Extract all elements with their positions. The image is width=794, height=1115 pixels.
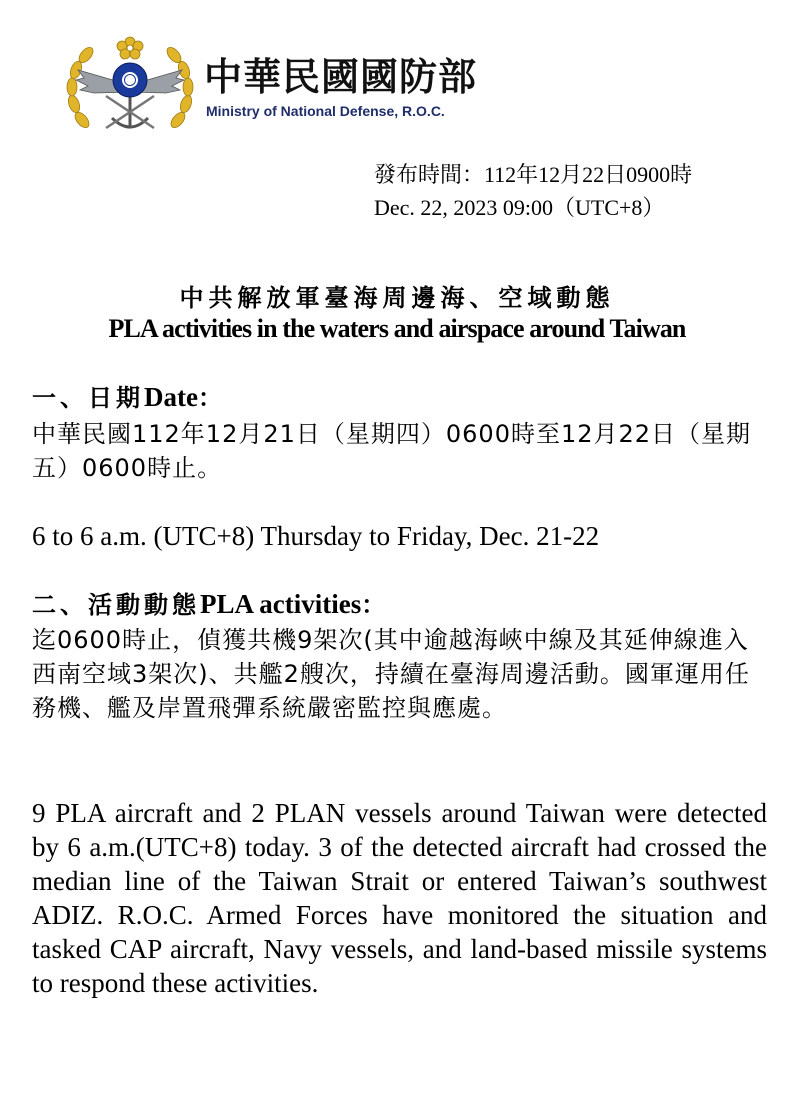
org-name-zh: 中華民國國防部 — [204, 55, 478, 99]
section-activities-heading — [32, 591, 389, 618]
org-name-en: Ministry of National Defense, R.O.C. — [206, 103, 445, 119]
release-time — [374, 158, 692, 224]
section-date-heading-en: Date — [144, 382, 198, 412]
release-time-zh: 發布時間：112年12月22日0900時 — [374, 162, 693, 187]
section-date-body-zh: 中華民國112年12月21日（星期四）0600時至12月22日（星期五）0600時止。 — [32, 420, 752, 482]
ministry-emblem-logo — [60, 30, 200, 140]
section-date-heading-zh: 一、日期 — [32, 384, 144, 412]
document-title-en: PLA activities in the waters and airspace around Taiwan — [108, 314, 686, 343]
section-activities-body-zh: 迄0600時止，偵獲共機9架次(其中逾越海峽中線及其延伸線進入西南空域3架次)、共艦2艘次，持續在臺海周邊活動。國軍運用任務機、艦及岸置飛彈系統嚴密監控與應處。 — [32, 626, 750, 722]
release-time-en: Dec. 22, 2023 09:00（UTC+8） — [374, 195, 665, 220]
section-activities-heading-zh: 二、活動動態 — [32, 591, 200, 619]
section-date-body-en: 6 to 6 a.m. (UTC+8) Thursday to Friday, Dec. 21-22 — [32, 521, 600, 551]
document-title-zh: 中共解放軍臺海周邊海、空域動態 — [179, 284, 615, 312]
section-activities-heading-en: PLA activities — [200, 589, 362, 619]
section-activities-heading-colon: ： — [361, 591, 390, 619]
section-date-heading — [32, 384, 226, 411]
section-date-heading-colon: ： — [197, 384, 226, 412]
section-activities-body-en: 9 PLA aircraft and 2 PLAN vessels around Taiwan were detected by 6 a.m.(UTC+8) today. 3 of the detected aircraft had crossed the median line of the Taiwan Strait or entered Taiwan’s southwest ADIZ. R.O.C. Armed Forces have monitored the situation and tasked CAP aircraft, Navy vessels, and land-based missile systems to respond these activities. — [32, 798, 767, 998]
